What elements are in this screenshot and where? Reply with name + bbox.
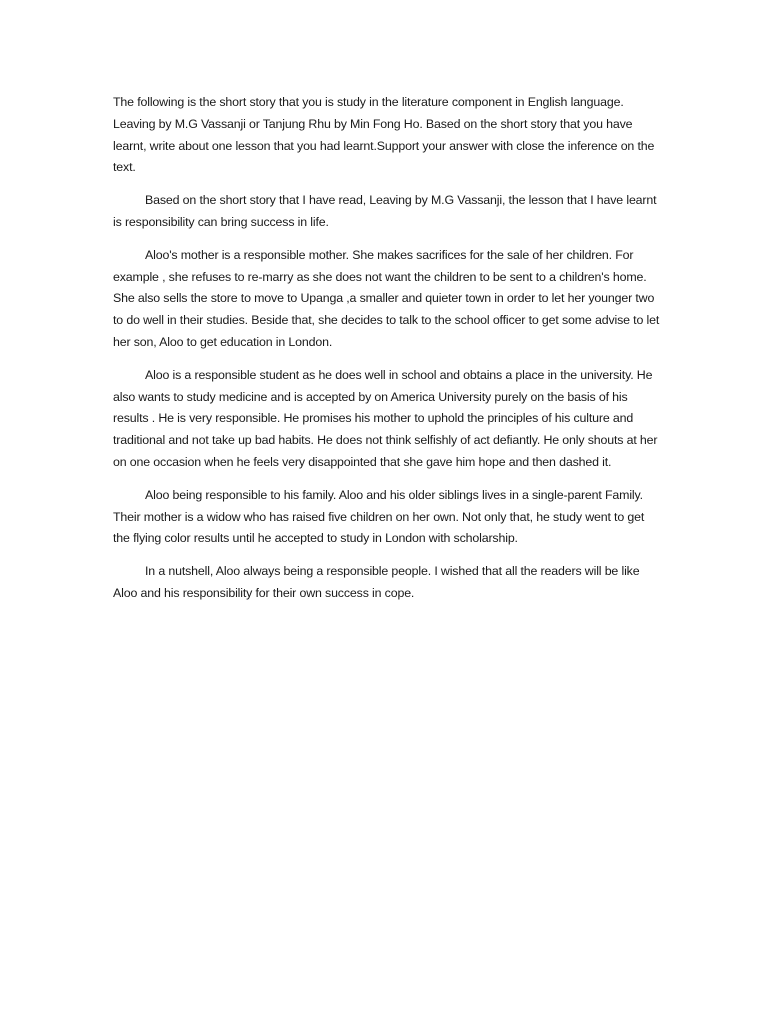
intro-paragraph: Based on the short story that I have read, Leaving by M.G Vassanji, the lesson that I have learnt is responsibility can bring success in life. <box>113 193 657 229</box>
student-paragraph: Aloo is a responsible student as he does well in school and obtains a place in the university. He also wants to study medicine and is accepted by on America University purely on the basis of his results . He is very responsible. He promises his mother to uphold the principles of his culture and traditional and not take up bad habits. He does not think selfishly of act defiantly. He only shouts at her on one occasion when he feels very disappointed that she gave him hope and then dashed it. <box>113 367 658 469</box>
question-paragraph: The following is the short story that you is study in the literature component in English language. Leaving by M.G Vassanji or Tanjung Rhu by Min Fong Ho. Based on the short story that you have learnt, write about one lesson that you had learnt.Support your answer with close the inference on the text. <box>113 95 655 175</box>
document-body <box>113 92 661 616</box>
family-paragraph: Aloo being responsible to his family. Aloo and his older siblings lives in a single-parent Family. Their mother is a widow who has raised five children on her own. Not only that, he study went to get the flying color results until he accepted to study in London with scholarship. <box>113 487 645 546</box>
conclusion-paragraph: In a nutshell, Aloo always being a responsible people. I wished that all the readers will be like Aloo and his responsibility for their own success in cope. <box>113 564 640 600</box>
mother-paragraph: Aloo's mother is a responsible mother. She makes sacrifices for the sale of her children. For example , she refuses to re-marry as she does not want the children to be sent to a children's home. She also sells the store to move to Upanga ,a smaller and quieter town in order to let her younger two to do well in their studies. Beside that, she decides to talk to the school officer to get some advise to let her son, Aloo to get education in London. <box>113 247 660 349</box>
